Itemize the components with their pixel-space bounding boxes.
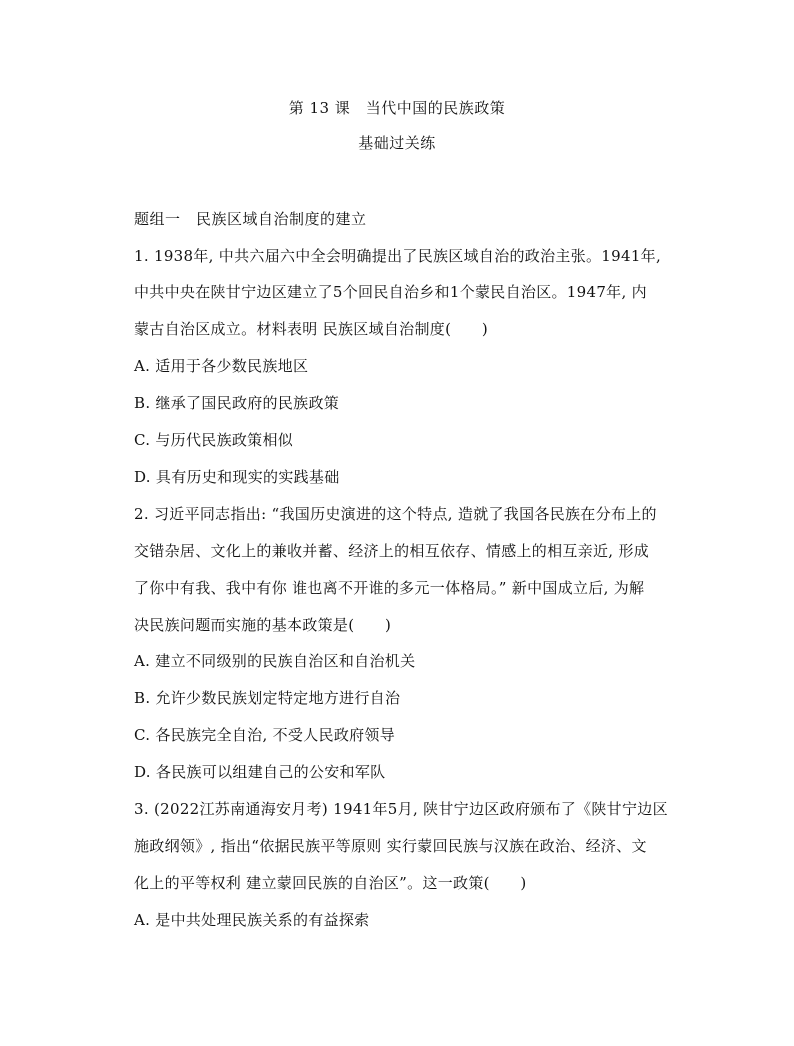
question-3-stem-line-1: 3. (2022江苏南通海安月考) 1941年5月, 陕甘宁边区政府颁布了《陕甘宁边区 xyxy=(134,800,668,818)
question-1-stem-line-3: 蒙古自治区成立。材料表明 民族区域自治制度( ) xyxy=(134,320,488,338)
question-2-stem-line-1: 2. 习近平同志指出: “我国历史演进的这个特点, 造就了我国各民族在分布上的 xyxy=(134,505,657,523)
question-1-stem-line-1: 1. 1938年, 中共六届六中全会明确提出了民族区域自治的政治主张。1941年, xyxy=(134,247,662,265)
lesson-title: 第 13 课 当代中国的民族政策 xyxy=(288,99,506,117)
question-1-option-a: A. 适用于各少数民族地区 xyxy=(134,357,309,375)
question-2-option-a: A. 建立不同级别的民族自治区和自治机关 xyxy=(134,652,416,670)
question-3-stem-line-2: 施政纲领》, 指出“依据民族平等原则 实行蒙回民族与汉族在政治、经济、文 xyxy=(134,837,647,855)
question-1-option-c: C. 与历代民族政策相似 xyxy=(134,431,294,449)
question-1-stem-line-2: 中共中央在陕甘宁边区建立了5个回民自治乡和1个蒙民自治区。1947年, 内 xyxy=(134,283,647,301)
question-2-option-d: D. 各民族可以组建自己的公安和军队 xyxy=(134,763,386,781)
question-2-option-c: C. 各民族完全自治, 不受人民政府领导 xyxy=(134,726,396,744)
question-3-stem-line-3: 化上的平等权利 建立蒙回民族的自治区”。这一政策( ) xyxy=(134,874,527,892)
section-heading: 题组一 民族区域自治制度的建立 xyxy=(134,210,367,228)
question-2-stem-line-3: 了你中有我、我中有你 谁也离不开谁的多元一体格局。” 新中国成立后, 为解 xyxy=(134,579,645,597)
question-2-stem-line-4: 决民族问题而实施的基本政策是( ) xyxy=(134,616,392,634)
question-2-option-b: B. 允许少数民族划定特定地方进行自治 xyxy=(134,689,401,707)
lesson-subtitle: 基础过关练 xyxy=(358,134,436,152)
question-2-stem-line-2: 交错杂居、文化上的兼收并蓄、经济上的相互依存、情感上的相互亲近, 形成 xyxy=(134,542,650,560)
question-1-option-d: D. 具有历史和现实的实践基础 xyxy=(134,468,340,486)
question-3-option-a: A. 是中共处理民族关系的有益探索 xyxy=(134,911,370,929)
question-1-option-b: B. 继承了国民政府的民族政策 xyxy=(134,394,340,412)
